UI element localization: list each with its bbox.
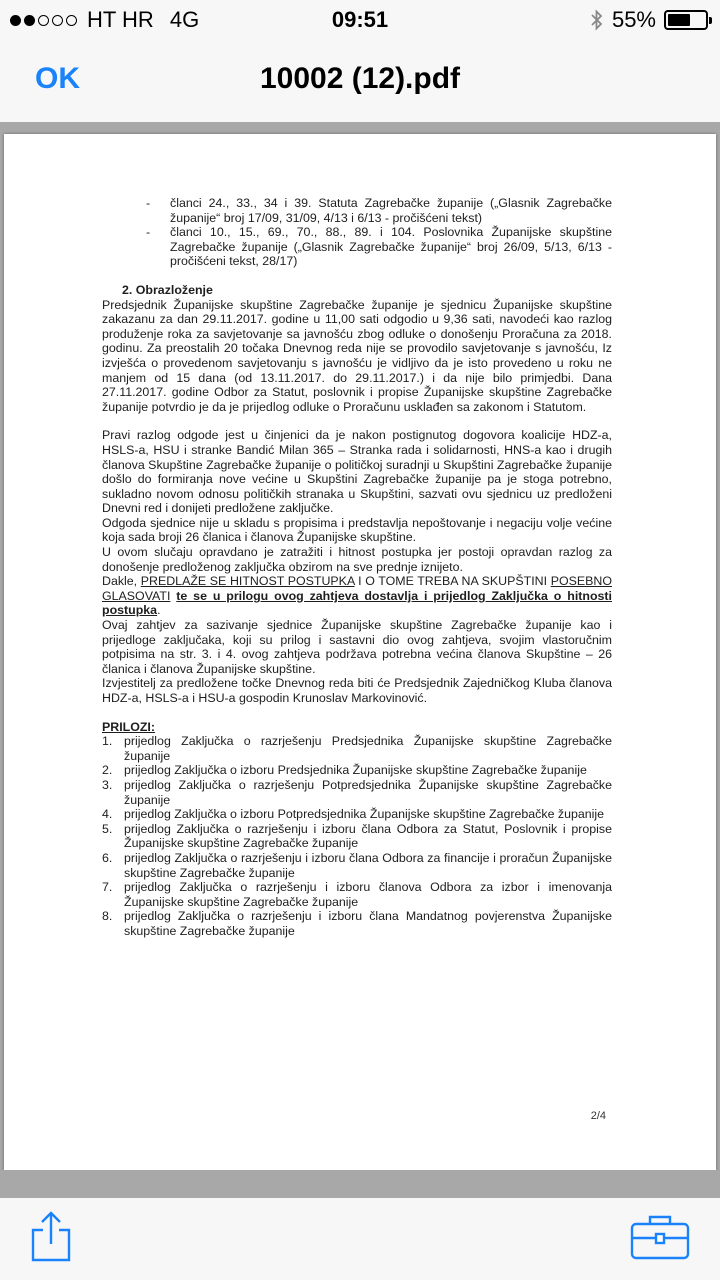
list-item: 7. prijedlog Zaključka o razrješenju i izboru članova Odbora za izbor i imenovanja Županijske skupštine Zagrebačke županije bbox=[102, 880, 612, 909]
paragraph: Pravi razlog odgode jest u činjenici da je nakon postignutog dogovora koalicije HDZ-a, HSLS-a, HSU i stranke Bandić Milan 365 – Stranka rada i solidarnosti, HNS-a kao i drugih članova Skupštine Zagrebačke županije o političkoj suradnji u Skupštini Zagrebačke županije došlo do formiranja nove većine u Skupštini Zagrebačke županije pa je stoga potrebno, sukladno novom odnosu političkih stranaka u Skupštini, sazvati ovu sjednicu uz predloženi Dnevni red i donijeti predložene zaključke. bbox=[102, 428, 612, 516]
done-button[interactable]: OK bbox=[35, 62, 80, 95]
list-item: 3. prijedlog Zaključka o razrješenju Potpredsjednika Županijske skupštine Zagrebačke županije bbox=[102, 777, 612, 807]
page-number: 2/4 bbox=[590, 1110, 606, 1122]
toolbox-icon[interactable] bbox=[630, 1212, 690, 1260]
document-title: 10002 (12).pdf bbox=[259, 62, 461, 95]
bluetooth-icon bbox=[590, 9, 604, 31]
list-item: 5. prijedlog Zaključka o razrješenju i izboru člana Odbora za Statut, Poslovnik i propise Županijske skupštine Zagrebačke županije bbox=[102, 821, 612, 851]
attachments-list bbox=[102, 734, 612, 938]
navigation-bar bbox=[0, 40, 720, 123]
pdf-viewer[interactable] bbox=[0, 122, 720, 1170]
paragraph: Predsjednik Županijske skupštine Zagrebačke županije je sjednicu Županijske skupštine zakazanu za dan 29.11.2017. godine u 11,00 sati odgodio u 9,36 sati, navodeći kao razlog produženje roka za savjetovanje sa javnošću zbog odluke o donošenju Proračuna za 2018. godinu. Za preostalih 20 točaka Dnevnog reda nije se provodilo savjetovanje s javnošću, Iz izvješća o provedenom savjetovanju s javnošću je vidljivo da je isto provedeno u roku ne manjem od 15 dana (od 13.11.2017. do 29.11.2017.) i da nije bilo primjedbi. Dana 27.11.2017. godine Odbor za Statut, poslovnik i propise Županijske skupštine Zagrebačke županije potvrdio je da je prijedlog odluke o Proračunu usklađen sa zakonom i Statutom. bbox=[102, 297, 612, 414]
legal-basis-list bbox=[146, 196, 612, 269]
battery-percent: 55% bbox=[611, 7, 656, 32]
carrier-name: HT HR bbox=[87, 7, 154, 32]
attachments-title: PRILOZI: bbox=[102, 719, 155, 734]
share-icon[interactable] bbox=[30, 1210, 72, 1262]
paragraph: U ovom slučaju opravdano je zatražiti i hitnost postupka jer postoji opravdan razlog za donošenje predloženog zaključka obzirom na sve prednje iznijeto. bbox=[102, 545, 612, 574]
pdf-page bbox=[4, 134, 716, 1170]
status-time: 09:51 bbox=[331, 7, 389, 32]
paragraph: Dakle, PREDLAŽE SE HITNOST POSTUPKA I O TOME TREBA NA SKUPŠTINI POSEBNO GLASOVATI te se u prilogu ovog zahtjeva dostavlja i prijedlog Zaključka o hitnosti postupka. bbox=[102, 574, 612, 618]
network-type: 4G bbox=[169, 7, 200, 32]
battery-icon bbox=[664, 10, 708, 30]
document-text bbox=[102, 196, 612, 939]
list-item: 1. prijedlog Zaključka o razrješenju Predsjednika Županijske skupštine Zagrebačke županije bbox=[102, 734, 612, 763]
bottom-toolbar bbox=[0, 1170, 720, 1280]
list-item: 8. prijedlog Zaključka o razrješenju i izboru člana Mandatnog povjerenstva Županijske skupštine Zagrebačke županije bbox=[102, 909, 612, 938]
list-item: 4. prijedlog Zaključka o izboru Potpredsjednika Županijske skupštine Zagrebačke županije bbox=[102, 807, 605, 822]
list-item: - članci 10., 15., 69., 70., 88., 89. i 104. Poslovnika Županijske skupštine Zagrebačke županije („Glasnik Zagrebačke županije“ broj 26/09, 5/13, 6/13 - pročišćeni tekst, 28/17) bbox=[146, 225, 612, 269]
paragraph: Odgoda sjednice nije u skladu s propisima i predstavlja nepoštovanje i negaciju volje većine koja sada broji 26 članica i članova Županijske skupštine. bbox=[102, 515, 612, 545]
list-item: 2. prijedlog Zaključka o izboru Predsjednika Županijske skupštine Zagrebačke županije bbox=[102, 763, 587, 778]
status-bar bbox=[0, 0, 720, 40]
list-item: 6. prijedlog Zaključka o razrješenju i izboru člana Odbora za financije i proračun Županijske skupštine Zagrebačke županije bbox=[102, 850, 612, 880]
paragraph: Izvjestitelj za predložene točke Dnevnog reda biti će Predsjednik Zajedničkog Kluba članova HDZ-a, HSLS-a i HSU-a gospodin Krunoslav Markovinović. bbox=[102, 676, 612, 705]
list-item: - članci 24., 33., 34 i 39. Statuta Zagrebačke županije („Glasnik Zagrebačke županije“ broj 17/09, 31/09, 4/13 i 6/13 - pročišćeni tekst) bbox=[146, 196, 612, 225]
section-heading: 2. Obrazloženje bbox=[122, 282, 213, 297]
paragraph: Ovaj zahtjev za sazivanje sjednice Županijske skupštine Zagrebačke županije kao i prijedloge zaključaka, koji su prilog i sastavni dio ovog zahtjeva, svojim vlastoručnim potpisima na str. 3. i 4. ovog zahtjeva podržava potrebna većina članova Skupštine – 26 članica i članova Županijske skupštine. bbox=[102, 618, 612, 676]
